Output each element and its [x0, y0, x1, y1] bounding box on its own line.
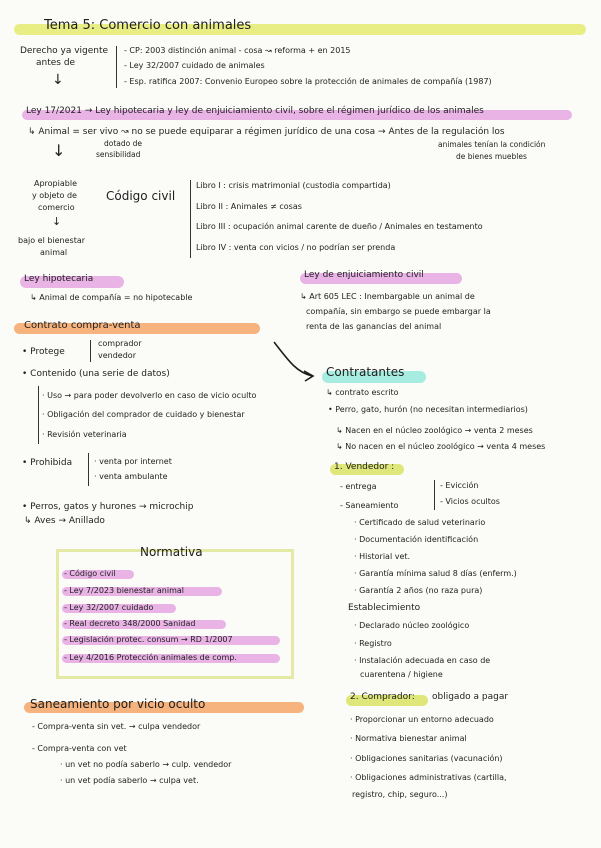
down-arrow-icon: ↓ [52, 215, 62, 228]
comprador-item-4: · Obligaciones administrativas (cartilla, [350, 773, 507, 782]
ley-hipotecaria-text: ↳ Animal de compañía = no hipotecable [30, 293, 193, 302]
ley-hipotecaria-title: Ley hipotecaria [24, 274, 94, 284]
protege-item-1: comprador [98, 339, 142, 348]
derecho-item-1: - CP: 2003 distinción animal - cosa ↝ reforma + en 2015 [124, 46, 351, 55]
libro-1: Libro I : crisis matrimonial (custodia compartida) [196, 181, 391, 190]
prohibida-label: • Prohibida [22, 458, 73, 468]
establecimiento-item-1: · Declarado núcleo zoológico [354, 621, 470, 630]
curved-arrow-icon [268, 340, 318, 385]
page-title: Tema 5: Comercio con animales [44, 18, 252, 33]
bienestar-1: bajo el bienestar [18, 236, 86, 245]
animal-note-1: dotado de [104, 139, 142, 148]
comprador-item-1: · Proporcionar un entorno adecuado [350, 715, 494, 724]
derecho-item-3: - Esp. ratifica 2007: Convenio Europeo sobre la protección de animales de compañía (1987) [124, 77, 492, 86]
normativa-item-6: - Ley 4/2016 Protección animales de comp. [64, 653, 237, 662]
prohibida-divider [88, 453, 89, 486]
evic-divider [434, 480, 435, 510]
derecho-divider [116, 46, 117, 88]
ley17-line: Ley 17/2021 → Ley hipotecaria y ley de enjuiciamiento civil, sobre el régimen jurídico de los animales [26, 106, 484, 116]
contrato-title: Contrato compra-venta [24, 320, 141, 331]
saneamiento-vicio-line-1: - Compra-venta sin vet. → culpa vendedor [32, 722, 201, 731]
contenido-item-2: · Obligación del comprador de cuidado y bienestar [42, 410, 245, 419]
vendedor-item-4: · Garantía mínima salud 8 días (enferm.) [354, 569, 517, 578]
animal-right-2: de bienes muebles [456, 152, 527, 161]
normativa-item-2: - Ley 7/2023 bienestar animal [64, 586, 184, 595]
animal-right-1: animales tenían la condición [438, 140, 546, 149]
bienestar-2: animal [40, 248, 68, 257]
aves-line: ↳ Aves → Anillado [24, 516, 105, 526]
contenido-divider [38, 386, 39, 444]
codigo-civil-label: Código civil [106, 189, 176, 203]
apropiable-3: comercio [38, 203, 75, 212]
contratantes-title: Contratantes [326, 365, 405, 379]
saneamiento: - Saneamiento [340, 501, 399, 510]
vendedor-title: 1. Vendedor : [334, 462, 395, 472]
prohibida-item-1: · venta por internet [94, 457, 172, 466]
apropiable-1: Apropiable [34, 179, 77, 188]
comprador-item-2: · Normativa bienestar animal [350, 734, 467, 743]
contratantes-line-4: ↳ No nacen en el núcleo zoológico → venta 4 meses [336, 442, 546, 451]
vendedor-item-5: · Garantía 2 años (no raza pura) [354, 586, 483, 595]
saneamiento-vicio-line-2: - Compra-venta con vet [32, 744, 127, 753]
vendedor-item-3: · Historial vet. [354, 552, 411, 561]
vendedor-item-2: · Documentación identificación [354, 535, 479, 544]
ley-enjuiciamiento-line-3: renta de las ganancias del animal [306, 322, 442, 331]
contratantes-line-3: ↳ Nacen en el núcleo zoológico → venta 2 meses [336, 426, 533, 435]
establecimiento-item-2: · Registro [354, 639, 392, 648]
protege-item-2: vendedor [98, 351, 136, 360]
protege-label: • Protege [22, 347, 65, 357]
perros-line: • Perros, gatos y hurones → microchip [22, 502, 194, 512]
establecimiento-item-3: · Instalación adecuada en caso de [354, 656, 491, 665]
comprador-item-3: · Obligaciones sanitarias (vacunación) [350, 754, 503, 763]
libro-4: Libro IV : venta con vicios / no podrían ser prenda [196, 243, 396, 252]
derecho-label-2: antes de [36, 58, 76, 68]
normativa-title: Normativa [140, 545, 203, 559]
eviccion: - Evicción [440, 481, 479, 490]
animal-line: ↳ Animal = ser vivo ↝ no se puede equiparar a régimen jurídico de una cosa → Antes de la regulación los [28, 127, 505, 137]
normativa-item-3: - Ley 32/2007 cuidado [64, 603, 154, 612]
derecho-item-2: - Ley 32/2007 cuidado de animales [124, 61, 265, 70]
saneamiento-vicio-line-3: · un vet no podía saberlo → culp. vendedor [60, 760, 232, 769]
normativa-item-1: - Código civil [64, 569, 116, 578]
prohibida-item-2: · venta ambulante [94, 472, 168, 481]
down-arrow-icon: ↓ [52, 72, 64, 88]
contenido-label: • Contenido (una serie de datos) [22, 369, 170, 379]
normativa-item-5: - Legislación protec. consum → RD 1/2007 [64, 635, 233, 644]
libro-2: Libro II : Animales ≠ cosas [196, 202, 302, 211]
saneamiento-vicio-line-4: · un vet podía saberlo → culpa vet. [60, 776, 199, 785]
ley-enjuiciamiento-line-1: ↳ Art 605 LEC : Inembargable un animal de [300, 292, 475, 301]
contenido-item-1: · Uso → para poder devolverlo en caso de vicio oculto [42, 391, 257, 400]
protege-divider [90, 340, 91, 362]
apropiable-2: y objeto de [32, 191, 77, 200]
saneamiento-vicio-title: Saneamiento por vicio oculto [30, 697, 206, 711]
comprador-rest: obligado a pagar [432, 692, 509, 702]
ley-enjuiciamiento-line-2: compañía, sin embargo se puede embargar la [306, 307, 491, 316]
down-arrow-icon: ↓ [52, 141, 66, 160]
comprador-title: 2. Comprador: [350, 692, 415, 702]
entrega: - entrega [340, 482, 377, 491]
contenido-item-3: · Revisión veterinaria [42, 430, 127, 439]
establecimiento-item-4: cuarentena / higiene [360, 670, 443, 679]
codigo-divider [190, 180, 191, 258]
derecho-label-1: Derecho ya vigente [20, 46, 109, 56]
animal-note-2: sensibilidad [96, 150, 141, 159]
vicios-ocultos: - Vicios ocultos [440, 497, 500, 506]
contratantes-line-1: ↳ contrato escrito [326, 388, 399, 397]
establecimiento-label: Establecimiento [348, 603, 421, 613]
ley-enjuiciamiento-title: Ley de enjuiciamiento civil [304, 270, 424, 280]
contratantes-line-2: • Perro, gato, hurón (no necesitan intermediarios) [328, 405, 528, 414]
vendedor-item-1: · Certificado de salud veterinario [354, 518, 486, 527]
libro-3: Libro III : ocupación animal carente de dueño / Animales en testamento [196, 222, 483, 231]
comprador-item-5: registro, chip, seguro...) [352, 790, 448, 799]
normativa-item-4: - Real decreto 348/2000 Sanidad [64, 619, 196, 628]
